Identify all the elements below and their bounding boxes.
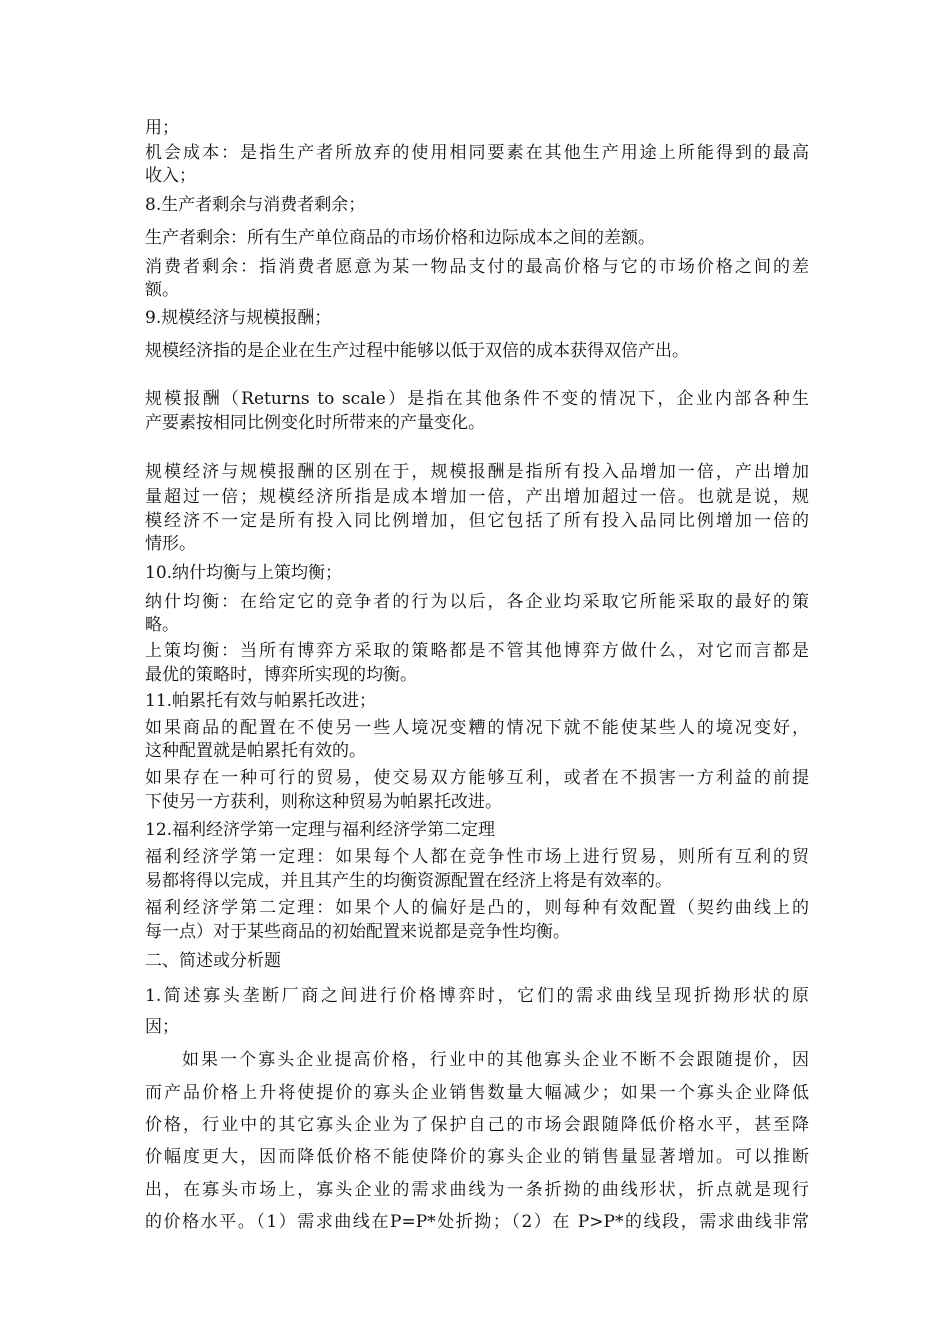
section-heading: 12.福利经济学第一定理与福利经济学第二定理 bbox=[145, 820, 496, 840]
text-line: 生产者剩余：所有生产单位商品的市场价格和边际成本之间的差额。 bbox=[145, 228, 655, 248]
section-heading: 9.规模经济与规模报酬； bbox=[145, 308, 332, 328]
paragraph-first-line: 如果一个寡头企业提高价格，行业中的其他寡头企业不断不会跟随提价，因 bbox=[182, 1050, 809, 1070]
text-line: 这种配置就是帕累托有效的。 bbox=[145, 741, 366, 761]
text-line: 量超过一倍；规模经济所指是成本增加一倍，产出增加超过一倍。也就是说，规 bbox=[145, 487, 809, 507]
text-line: 下使另一方获利，则称这种贸易为帕累托改进。 bbox=[145, 792, 502, 812]
section-heading: 11.帕累托有效与帕累托改进； bbox=[145, 691, 377, 711]
text-line: 而产品价格上升将使提价的寡头企业销售数量大幅减少；如果一个寡头企业降低 bbox=[145, 1083, 809, 1103]
question-heading: 1.简述寡头垄断厂商之间进行价格博弈时，它们的需求曲线呈现折拗形状的原 bbox=[145, 986, 809, 1006]
text-line: 额。 bbox=[145, 280, 179, 300]
text-line: 情形。 bbox=[145, 534, 196, 554]
part-heading: 二、简述或分析题 bbox=[145, 951, 281, 971]
text-line: 略。 bbox=[145, 615, 179, 635]
text-line: 如果商品的配置在不使另一些人境况变糟的情况下就不能使某些人的境况变好， bbox=[145, 718, 809, 738]
section-heading: 10.纳什均衡与上策均衡； bbox=[145, 563, 343, 583]
section-heading: 8.生产者剩余与消费者剩余； bbox=[145, 195, 366, 215]
text-line: 的价格水平。（1）需求曲线在P=P*处折拗；（2）在 P>P*的线段，需求曲线非常 bbox=[145, 1212, 809, 1232]
text-line: 消费者剩余：指消费者愿意为某一物品支付的最高价格与它的市场价格之间的差 bbox=[145, 257, 809, 277]
text-line: 规模经济与规模报酬的区别在于，规模报酬是指所有投入品增加一倍，产出增加 bbox=[145, 462, 809, 482]
text-line: 收入； bbox=[145, 166, 196, 186]
text-line: 福利经济学第一定理：如果每个人都在竞争性市场上进行贸易，则所有互利的贸 bbox=[145, 847, 809, 867]
text-line: 模经济不一定是所有投入同比例增加，但它包括了所有投入品同比例增加一倍的 bbox=[145, 511, 809, 531]
text-line: 每一点）对于某些商品的初始配置来说都是竞争性均衡。 bbox=[145, 922, 570, 942]
text-line: 出，在寡头市场上，寡头企业的需求曲线为一条折拗的曲线形状，折点就是现行 bbox=[145, 1180, 809, 1200]
text-line: 易都将得以完成，并且其产生的均衡资源配置在经济上将是有效率的。 bbox=[145, 871, 672, 891]
text-line: 如果存在一种可行的贸易，使交易双方能够互利，或者在不损害一方利益的前提 bbox=[145, 768, 809, 788]
text-line: 纳什均衡：在给定它的竞争者的行为以后，各企业均采取它所能采取的最好的策 bbox=[145, 592, 809, 612]
text-line: 价幅度更大，因而降低价格不能使降价的寡头企业的销售量显著增加。可以推断 bbox=[145, 1147, 809, 1167]
text-line: 用； bbox=[145, 118, 179, 138]
text-line: 因； bbox=[145, 1017, 179, 1037]
text-line: 上策均衡：当所有博弈方采取的策略都是不管其他博弈方做什么，对它而言都是 bbox=[145, 641, 809, 661]
text-line: 规模经济指的是企业在生产过程中能够以低于双倍的成本获得双倍产出。 bbox=[145, 341, 689, 361]
text-line: 最优的策略时，博弈所实现的均衡。 bbox=[145, 665, 417, 685]
text-line: 规模报酬（Returns to scale）是指在其他条件不变的情况下，企业内部各种生 bbox=[145, 389, 809, 409]
text-line: 福利经济学第二定理：如果个人的偏好是凸的，则每种有效配置（契约曲线上的 bbox=[145, 898, 809, 918]
text-line: 产要素按相同比例变化时所带来的产量变化。 bbox=[145, 413, 485, 433]
text-line: 机会成本：是指生产者所放弃的使用相同要素在其他生产用途上所能得到的最高 bbox=[145, 143, 809, 163]
text-line: 价格，行业中的其它寡头企业为了保护自己的市场会跟随降低价格水平，甚至降 bbox=[145, 1115, 809, 1135]
